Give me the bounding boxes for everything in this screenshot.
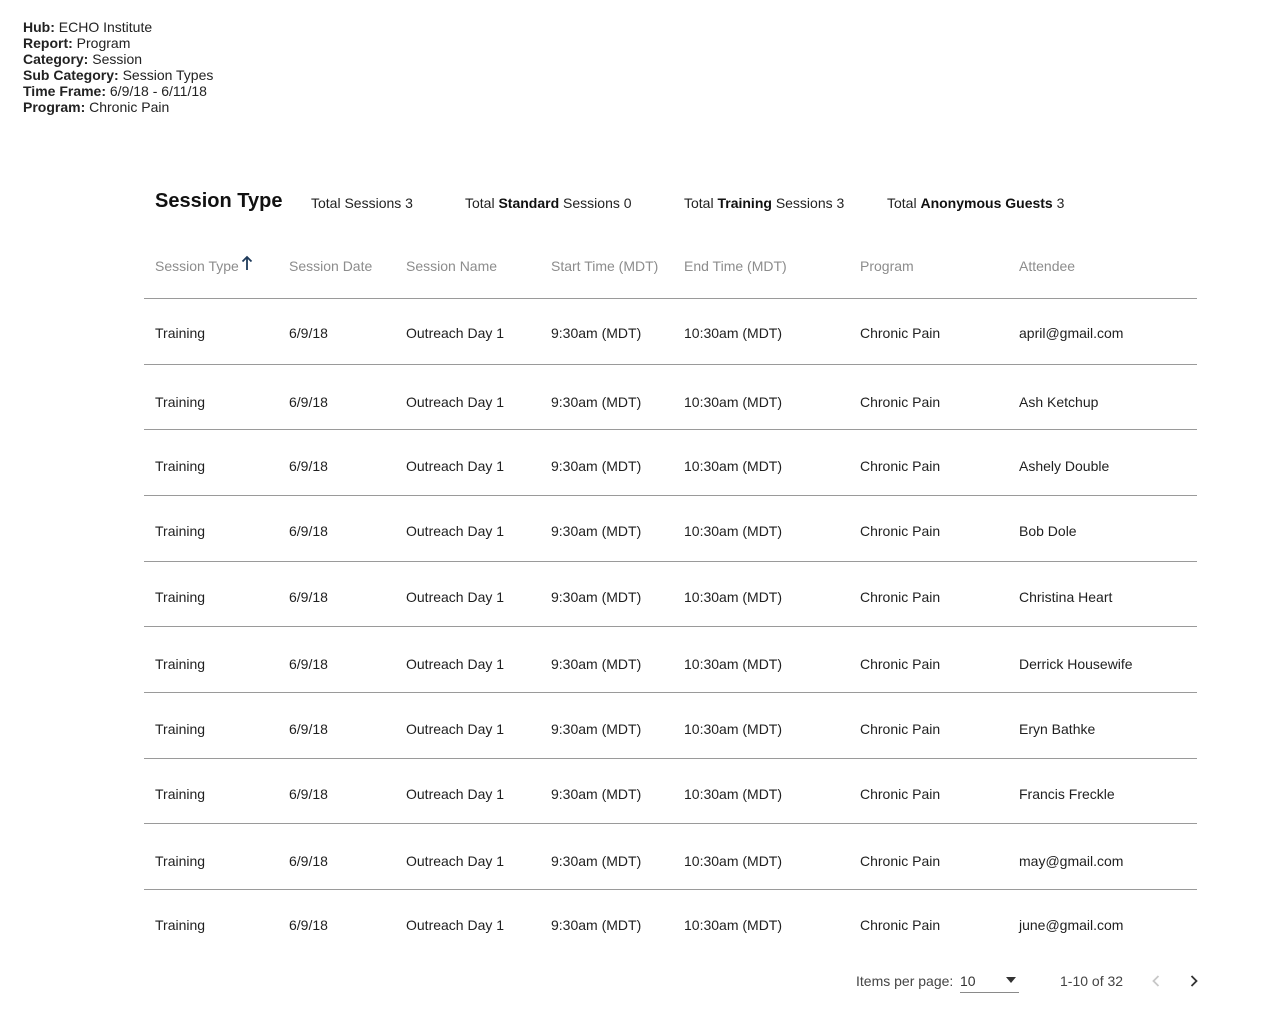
cell-session-date: 6/9/18: [289, 394, 328, 410]
cell-end-time: 10:30am (MDT): [684, 523, 783, 539]
cell-session-type: Training: [155, 589, 206, 605]
table-row[interactable]: [144, 496, 1197, 562]
meta-category: Category: Session: [23, 51, 143, 67]
cell-session-date: 6/9/18: [289, 917, 328, 933]
table-row[interactable]: [144, 562, 1197, 627]
cell-program: Chronic Pain: [860, 458, 941, 474]
meta-time-frame: Time Frame: 6/9/18 - 6/11/18: [23, 83, 207, 99]
table-body: [144, 299, 1197, 949]
cell-end-time: 10:30am (MDT): [684, 786, 783, 802]
cell-session-type: Training: [155, 656, 206, 672]
cell-session-date: 6/9/18: [289, 523, 328, 539]
header-session-date[interactable]: Session Date: [289, 258, 373, 274]
cell-start-time: 9:30am (MDT): [551, 458, 642, 474]
cell-program: Chronic Pain: [860, 656, 941, 672]
cell-program: Chronic Pain: [860, 721, 941, 737]
cell-session-type: Training: [155, 325, 206, 341]
header-session-name[interactable]: Session Name: [406, 258, 498, 274]
cell-end-time: 10:30am (MDT): [684, 325, 783, 341]
chevron-right-icon[interactable]: [1185, 970, 1203, 992]
cell-session-type: Training: [155, 721, 206, 737]
cell-session-name: Outreach Day 1: [406, 523, 505, 539]
items-per-page-value: 10: [960, 973, 976, 989]
standard-sessions-stat: Total Standard Sessions 0: [465, 195, 632, 211]
cell-start-time: 9:30am (MDT): [551, 786, 642, 802]
table-row[interactable]: [144, 890, 1197, 949]
cell-attendee: Derrick Housewife: [1019, 656, 1133, 672]
section-title: Session Type: [155, 190, 283, 212]
cell-session-type: Training: [155, 917, 206, 933]
cell-start-time: 9:30am (MDT): [551, 721, 642, 737]
meta-report: Report: Program: [23, 35, 131, 51]
cell-session-name: Outreach Day 1: [406, 458, 505, 474]
cell-session-name: Outreach Day 1: [406, 589, 505, 605]
header-session-type[interactable]: Session Type: [155, 258, 253, 274]
header-start-time[interactable]: Start Time (MDT): [551, 258, 659, 274]
table-row[interactable]: [144, 824, 1197, 890]
cell-session-date: 6/9/18: [289, 458, 328, 474]
chevron-left-icon[interactable]: [1147, 970, 1165, 992]
caret-down-icon: [1006, 977, 1016, 983]
header-end-time[interactable]: End Time (MDT): [684, 258, 787, 274]
arrow-up-icon[interactable]: [241, 255, 253, 271]
meta-hub: Hub: ECHO Institute: [23, 19, 153, 35]
training-sessions-stat: Total Training Sessions 3: [684, 195, 845, 211]
cell-end-time: 10:30am (MDT): [684, 721, 783, 737]
cell-session-name: Outreach Day 1: [406, 721, 505, 737]
cell-attendee: Ashely Double: [1019, 458, 1110, 474]
cell-attendee: may@gmail.com: [1019, 853, 1124, 869]
cell-session-date: 6/9/18: [289, 325, 328, 341]
cell-attendee: Francis Freckle: [1019, 786, 1115, 802]
cell-start-time: 9:30am (MDT): [551, 325, 642, 341]
cell-session-date: 6/9/18: [289, 589, 328, 605]
cell-session-name: Outreach Day 1: [406, 394, 505, 410]
cell-start-time: 9:30am (MDT): [551, 917, 642, 933]
cell-end-time: 10:30am (MDT): [684, 917, 783, 933]
cell-start-time: 9:30am (MDT): [551, 394, 642, 410]
header-attendee[interactable]: Attendee: [1019, 258, 1076, 274]
cell-program: Chronic Pain: [860, 853, 941, 869]
cell-end-time: 10:30am (MDT): [684, 656, 783, 672]
table-row[interactable]: [144, 627, 1197, 693]
cell-attendee: april@gmail.com: [1019, 325, 1124, 341]
cell-end-time: 10:30am (MDT): [684, 853, 783, 869]
cell-program: Chronic Pain: [860, 917, 941, 933]
cell-program: Chronic Pain: [860, 325, 941, 341]
cell-start-time: 9:30am (MDT): [551, 589, 642, 605]
cell-program: Chronic Pain: [860, 786, 941, 802]
meta-sub-category: Sub Category: Session Types: [23, 67, 214, 83]
cell-attendee: Eryn Bathke: [1019, 721, 1096, 737]
table-header: [144, 240, 1197, 299]
cell-session-name: Outreach Day 1: [406, 917, 505, 933]
summary-bar: [155, 190, 1195, 218]
anonymous-guests-stat: Total Anonymous Guests 3: [887, 195, 1065, 211]
table-row[interactable]: [144, 430, 1197, 496]
report-meta: [23, 19, 213, 115]
cell-session-date: 6/9/18: [289, 721, 328, 737]
cell-session-date: 6/9/18: [289, 656, 328, 672]
cell-end-time: 10:30am (MDT): [684, 589, 783, 605]
cell-session-date: 6/9/18: [289, 786, 328, 802]
cell-session-name: Outreach Day 1: [406, 325, 505, 341]
cell-session-type: Training: [155, 523, 206, 539]
items-per-page-select[interactable]: [960, 971, 1019, 993]
table-row[interactable]: [144, 759, 1197, 824]
cell-session-type: Training: [155, 786, 206, 802]
page-range-label: 1-10 of 32: [1060, 973, 1124, 989]
cell-session-name: Outreach Day 1: [406, 786, 505, 802]
cell-session-name: Outreach Day 1: [406, 853, 505, 869]
cell-end-time: 10:30am (MDT): [684, 394, 783, 410]
cell-session-type: Training: [155, 458, 206, 474]
header-program[interactable]: Program: [860, 258, 914, 274]
meta-program: Program: Chronic Pain: [23, 99, 170, 115]
total-sessions-stat: Total Sessions 3: [311, 195, 413, 211]
table-row[interactable]: [144, 299, 1197, 365]
cell-session-name: Outreach Day 1: [406, 656, 505, 672]
cell-start-time: 9:30am (MDT): [551, 853, 642, 869]
cell-session-date: 6/9/18: [289, 853, 328, 869]
cell-session-type: Training: [155, 853, 206, 869]
cell-session-type: Training: [155, 394, 206, 410]
cell-program: Chronic Pain: [860, 589, 941, 605]
cell-attendee: Bob Dole: [1019, 523, 1077, 539]
cell-attendee: Ash Ketchup: [1019, 394, 1099, 410]
cell-program: Chronic Pain: [860, 394, 941, 410]
paginator: [0, 968, 1280, 996]
cell-start-time: 9:30am (MDT): [551, 523, 642, 539]
table-row[interactable]: [144, 365, 1197, 430]
items-per-page-label: Items per page:: [856, 973, 954, 989]
table-row[interactable]: [144, 693, 1197, 759]
cell-program: Chronic Pain: [860, 523, 941, 539]
cell-end-time: 10:30am (MDT): [684, 458, 783, 474]
cell-start-time: 9:30am (MDT): [551, 656, 642, 672]
cell-attendee: Christina Heart: [1019, 589, 1113, 605]
cell-attendee: june@gmail.com: [1019, 917, 1124, 933]
